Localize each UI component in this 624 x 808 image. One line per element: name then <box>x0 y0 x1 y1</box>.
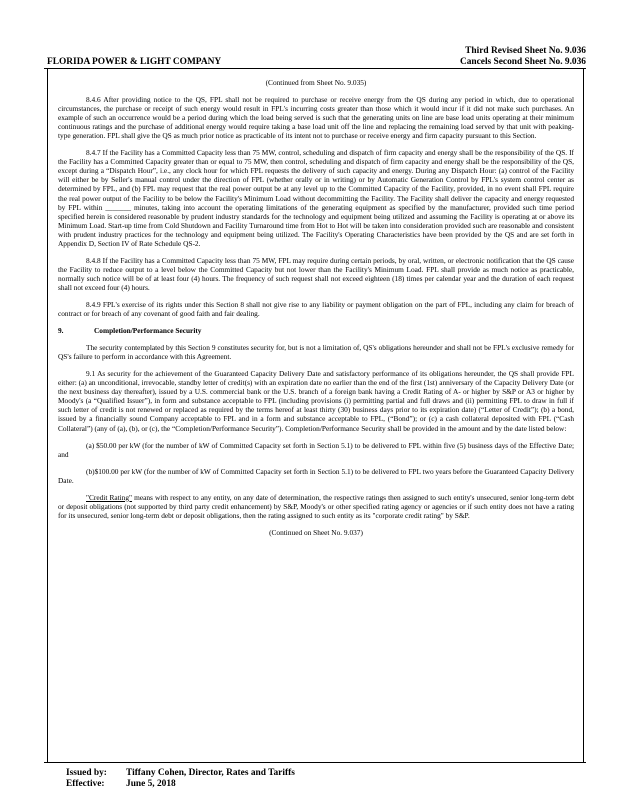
sheet-number-header <box>460 46 586 68</box>
effective-value: June 5, 2018 <box>126 779 176 789</box>
paragraph-9-1-a: (a) $50.00 per kW (for the number of kW of Committed Capacity set forth in Section 5.1) to be delivered to FPL within five (5) business days of the Effective Date; and <box>58 440 574 459</box>
paragraph-8-4-6: 8.4.6 After providing notice to the QS, FPL shall not be required to purchase or receive energy from the QS during any period in which, due to operational circumstances, the purchase or receipt of such energy would result in FPL's incurring costs greater than those which it would incur if it did not make such purchases. An example of such an occurrence would be a period during which the load being served is such that the generating units on line are base load units operating at their minimum continuous ratings and the purchase of additional energy would require taking a base load unit off the line and replacing the remaining load served by that unit with peaking-type generation. FPL shall give the QS as much prior notice as practicable of its intent not to purchase or receive energy and firm capacity pursuant to this Section. <box>58 95 574 141</box>
page-footer <box>66 768 295 790</box>
continued-on-note: (Continued on Sheet No. 9.037) <box>269 527 363 537</box>
document-body <box>58 78 574 545</box>
cancels-sheet-line: Cancels Second Sheet No. 9.036 <box>459 57 586 67</box>
effective-label: Effective: <box>66 779 105 789</box>
issued-by-line <box>66 768 295 779</box>
company-name: FLORIDA POWER & LIGHT COMPANY <box>47 57 222 67</box>
issued-by-value: Tiffany Cohen, Director, Rates and Tariffs <box>126 768 295 778</box>
paragraph-8-4-8: 8.4.8 If the Facility has a Committed Capacity less than 75 MW, FPL may require during certain periods, by oral, written, or electronic notification that the QS cause the Facility to reduce output to a level below the Committed Capacity but not lower than the Facility's Minimum Load. FPL shall provide as much notice as practicable, normally such notice will be of at least four (4) hours. The frequency of such request shall not exceed eighteen (18) times per calendar year and the duration of each request shall not exceed four (4) hours. <box>58 255 574 292</box>
credit-rating-term: "Credit Rating" <box>86 492 133 502</box>
issued-by-label: Issued by: <box>66 768 107 778</box>
section-9-heading <box>58 326 574 335</box>
paragraph-9-intro: The security contemplated by this Section 9 constitutes security for, but is not a limitation of, QS's obligations hereunder and shall not be FPL's exclusive remedy for QS's failure to perform in accordance with this Agreement. <box>58 343 574 362</box>
credit-rating-definition: means with respect to any entity, on any date of determination, the respective ratings then assigned to such entity's unsecured, senior long-term debt or deposit obligations (not supported by third party credit enhancement) by S&P, Moody's or other specified rating agency or agencies or if such entity does not have a rating for its unsecured, senior long-term debt or deposit obligations, then the rating assigned to such entity as its "corporate credit rating" by S&P. <box>58 492 574 520</box>
section-number: 9. <box>58 326 64 336</box>
bottom-rule <box>44 762 586 763</box>
effective-line <box>66 779 295 790</box>
paragraph-9-1-b: (b)$100.00 per kW (for the number of kW of Committed Capacity set forth in Section 5.1) to be delivered to FPL two years before the Guaranteed Capacity Delivery Date. <box>58 466 574 485</box>
paragraph-credit-rating <box>58 493 574 520</box>
continued-from-note: (Continued from Sheet No. 9.035) <box>265 78 367 87</box>
section-title: Completion/Performance Security <box>94 326 202 336</box>
paragraph-8-4-7: 8.4.7 If the Facility has a Committed Capacity less than 75 MW, control, scheduling and dispatch of firm capacity and energy shall be the responsibility of the QS. If the Facility has a Committed Capacity greater than or equal to 75 MW, then control, scheduling and dispatch of firm capacity and energy shall be the responsibility of the QS, except during a “Dispatch Hour”, i.e., any clock hour for which FPL requests the delivery of such capacity and energy. During any Dispatch Hour: (a) control of the Facility will either be by Seller's manual control under the direction of FPL (whether orally or in writing) or by Automatic Generation Control by FPL's system control center as determined by FPL, and (b) FPL may request that the real power output be at any level up to the Committed Capacity of the Facility, provided, in no event shall FPL require the real power output of the Facility to be below the Facility's Minimum Load without decommitting the Facility. The Facility shall deliver the capacity and energy requested by FPL within _______ minutes, taking into account the operating limitations of the generating equipment as specified by the manufacturer, provided such time period specified herein is considered reasonable by prudent industry standards for the technology and equipment being utilized and assuming the Facility is operating at or above its Minimum Load. Start-up time from Cold Shutdown and Facility Turnaround time from Hot to Hot will be taken into consideration provided such are reasonable and consistent with prudent industry practices for the technology and equipment being utilized. The Facility's Operating Characteristics have been provided by the QS and are set forth in Appendix D, Section IV of Rate Schedule QS-2. <box>58 148 574 248</box>
paragraph-8-4-9: 8.4.9 FPL's exercise of its rights under this Section 8 shall not give rise to any liability or payment obligation on the part of FPL, including any claim for breach of contract or for breach of any covenant of good faith and fair dealing. <box>58 299 574 319</box>
sheet-number-line: Third Revised Sheet No. 9.036 <box>465 46 586 56</box>
paragraph-9-1: 9.1 As security for the achievement of the Guaranteed Capacity Delivery Date and satisfactory performance of its obligations hereunder, the QS shall provide FPL either: (a) an unconditional, irrevocable, standby letter of credit(s) with an expiration date no earlier than the end of the first (1st) anniversary of the Capacity Delivery Date (or the next business day thereafter), issued by a U.S. commercial bank or the U.S. branch of a foreign bank having a Credit Rating of A- or higher by S&P or A3 or higher by Moody's (a “Qualified Issuer”), in form and substance acceptable to FPL (including provisions (i) permitting partial and full draws and (ii) permitting FPL to draw in full if such letter of credit is not renewed or replaced as required by the terms hereof at least thirty (30) business days prior to its expiration date) (“Letter of Credit”); (b) a bond, issued by a financially sound Company acceptable to FPL and in a form and substance acceptable to FPL, (“Bond”); or (c) a cash collateral deposited with FPL (“Cash Collateral”) (any of (a), (b), or (c), the “Completion/Performance Security”). Completion/Performance Security shall be provided in the amount and by the date listed below: <box>58 369 574 433</box>
